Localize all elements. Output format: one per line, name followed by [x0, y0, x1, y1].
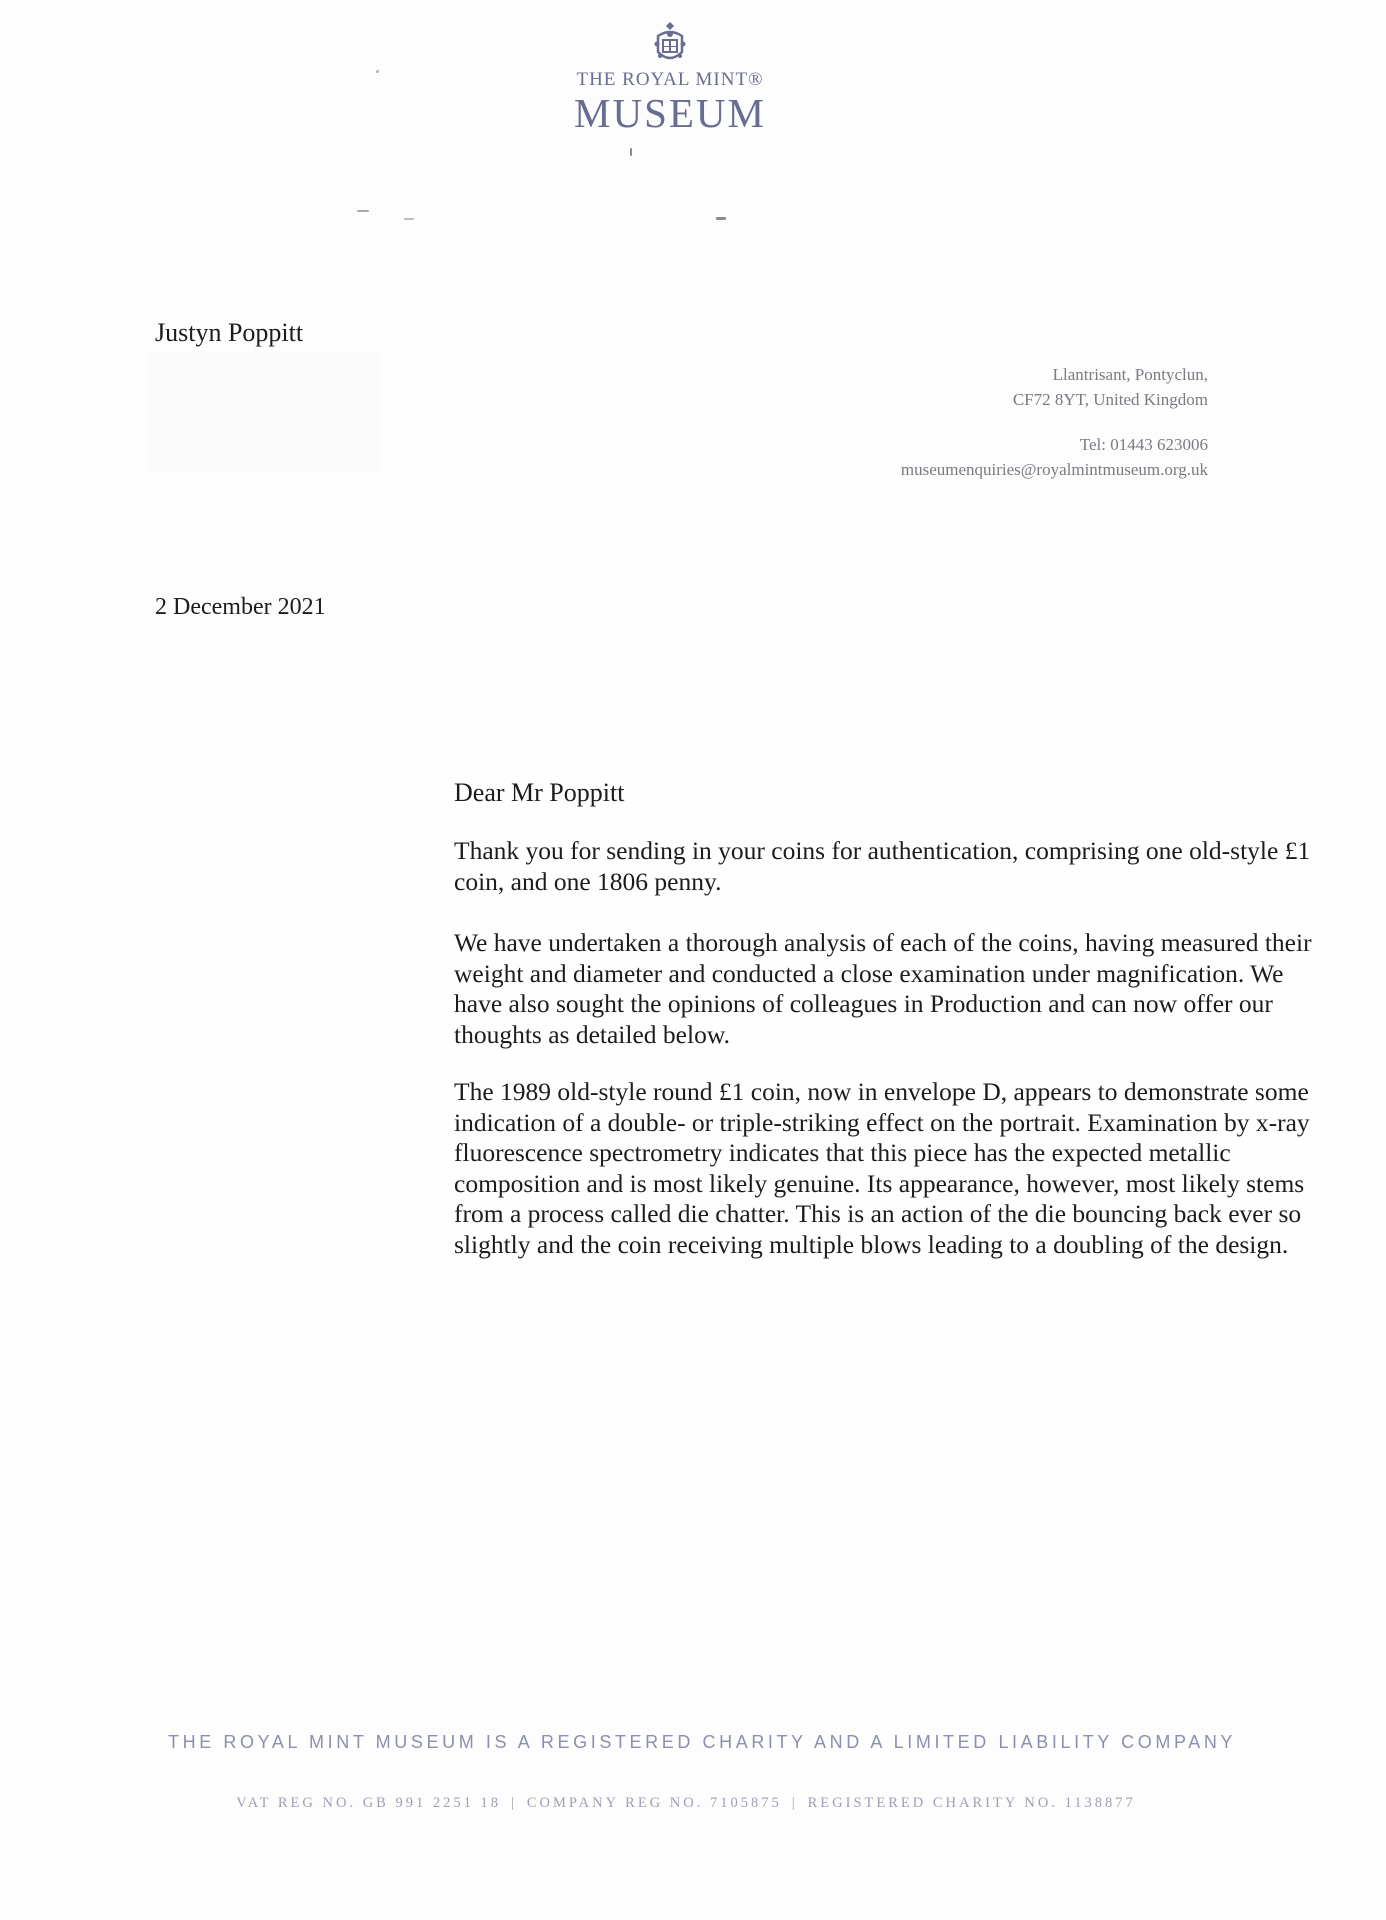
footer-charity-statement: THE ROYAL MINT MUSEUM IS A REGISTERED CHARITY AND A LIMITED LIABILITY COMPANY: [168, 1732, 1237, 1752]
crest-icon: [650, 20, 690, 66]
scan-speck: [716, 217, 726, 220]
scan-speck: [630, 148, 632, 156]
telephone: Tel: 01443 623006: [1079, 435, 1208, 454]
letter-date: 2 December 2021: [155, 594, 326, 620]
sender-address-block: [901, 362, 1208, 482]
recipient-address-area: [148, 352, 378, 472]
vat-reg-number: VAT REG NO. GB 991 2251 18: [236, 1795, 501, 1811]
royal-mint-museum-logo: [560, 20, 780, 134]
company-reg-number: COMPANY REG NO. 7105875: [526, 1795, 782, 1811]
salutation: Dear Mr Poppitt: [454, 778, 625, 807]
scan-speck: [376, 70, 379, 73]
charity-number: REGISTERED CHARITY NO. 1138877: [807, 1795, 1136, 1811]
address-line-1: Llantrisant, Pontyclun,: [1052, 365, 1208, 384]
recipient-name: Justyn Poppitt: [155, 318, 304, 347]
footer-registration-line: [196, 1795, 1176, 1812]
address-line-2: CF72 8YT, United Kingdom: [1012, 390, 1208, 409]
footer-separator: |: [791, 1795, 798, 1811]
scan-speck: [404, 218, 414, 220]
logo-line-the-royal-mint: THE ROYAL MINT®: [576, 69, 764, 90]
scan-speck: [357, 210, 369, 212]
logo-line-museum: MUSEUM: [574, 90, 766, 136]
email-address: museumenquiries@royalmintmuseum.org.uk: [900, 460, 1208, 479]
body-paragraph-1: Thank you for sending in your coins for authentication, comprising one old-style £1 coin, and one 1806 penny.: [454, 836, 1311, 896]
body-paragraph-3: The 1989 old-style round £1 coin, now in envelope D, appears to demonstrate some indication of a double- or triple-striking effect on the portrait. Examination by x-ray fluorescence spectrometry indicates that this piece has the expected metallic composition and is most likely genuine. Its appearance, however, most likely stems from a process called die chatter. This is an action of the die bouncing back ever so slightly and the coin receiving multiple blows leading to a doubling of the design.: [454, 1077, 1310, 1259]
body-paragraph-2: We have undertaken a thorough analysis of each of the coins, having measured their weight and diameter and conducted a close examination under magnification. We have also sought the opinions of colleagues in Production and can now offer our thoughts as detailed below.: [454, 928, 1312, 1049]
footer-separator: |: [510, 1795, 517, 1811]
